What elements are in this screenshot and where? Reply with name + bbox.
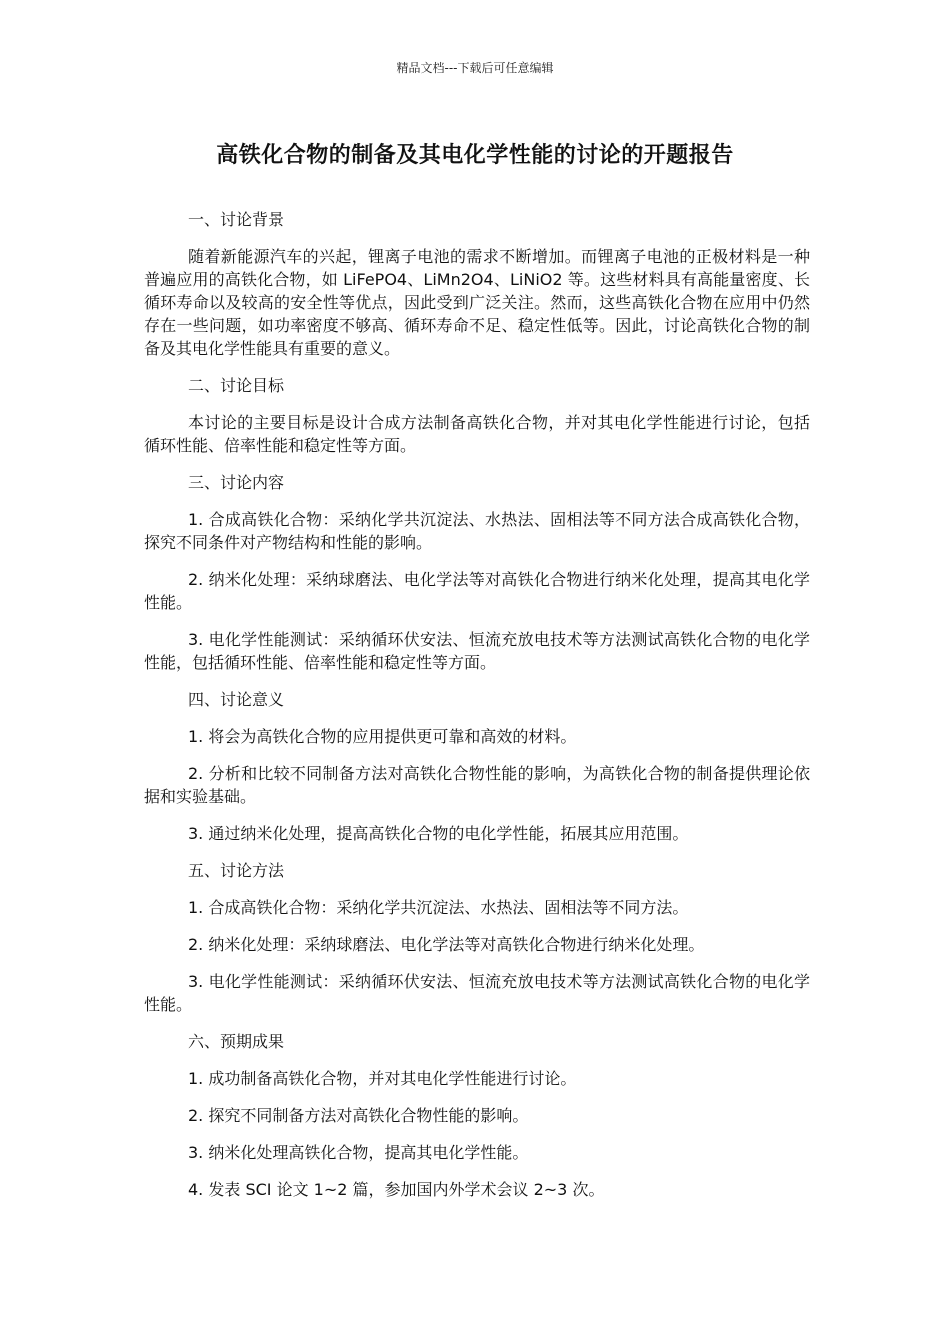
significance-item-3: 3. 通过纳米化处理，提高高铁化合物的电化学性能，拓展其应用范围。 [188,824,689,843]
results-item-4: 4. 发表 SCI 论文 1~2 篇，参加国内外学术会议 2~3 次。 [188,1180,605,1199]
content-item-1: 1. 合成高铁化合物：采纳化学共沉淀法、水热法、固相法等不同方法合成高铁化合物，探究不同条件对产物结构和性能的影响。 [144,510,810,552]
methods-item-2: 2. 纳米化处理：采纳球磨法、电化学法等对高铁化合物进行纳米化处理。 [188,935,705,954]
methods-item-1: 1. 合成高铁化合物：采纳化学共沉淀法、水热法、固相法等不同方法。 [188,898,689,917]
methods-item-3: 3. 电化学性能测试：采纳循环伏安法、恒流充放电技术等方法测试高铁化合物的电化学性能。 [144,972,810,1014]
results-item-3: 3. 纳米化处理高铁化合物，提高其电化学性能。 [188,1143,529,1162]
document-title: 高铁化合物的制备及其电化学性能的讨论的开题报告 [216,143,734,168]
heading-methods: 五、讨论方法 [188,861,285,880]
document-body [144,208,810,1215]
heading-goals: 二、讨论目标 [188,376,285,395]
content-item-3: 3. 电化学性能测试：采纳循环伏安法、恒流充放电技术等方法测试高铁化合物的电化学性能，包括循环性能、倍率性能和稳定性等方面。 [144,630,810,672]
heading-background: 一、讨论背景 [188,210,285,229]
heading-significance: 四、讨论意义 [188,690,285,709]
heading-expected-results: 六、预期成果 [188,1032,285,1051]
results-item-2: 2. 探究不同制备方法对高铁化合物性能的影响。 [188,1106,529,1125]
significance-item-1: 1. 将会为高铁化合物的应用提供更可靠和高效的材料。 [188,727,577,746]
page-header: 精品文档---下载后可任意编辑 [396,61,554,75]
heading-content: 三、讨论内容 [188,473,285,492]
content-item-2: 2. 纳米化处理：采纳球磨法、电化学法等对高铁化合物进行纳米化处理，提高其电化学性能。 [144,570,810,612]
results-item-1: 1. 成功制备高铁化合物，并对其电化学性能进行讨论。 [188,1069,577,1088]
paragraph-background: 随着新能源汽车的兴起，锂离子电池的需求不断增加。而锂离子电池的正极材料是一种普遍应用的高铁化合物，如 LiFePO4、LiMn2O4、LiNiO2 等。这些材料具有高能量密度、长循环寿命以及较高的安全性等优点，因此受到广泛关注。然而，这些高铁化合物在应用中仍然存在一些问题，如功率密度不够高、循环寿命不足、稳定性低等。因此，讨论高铁化合物的制备及其电化学性能具有重要的意义。 [144,247,810,358]
significance-item-2: 2. 分析和比较不同制备方法对高铁化合物性能的影响，为高铁化合物的制备提供理论依据和实验基础。 [144,764,810,806]
paragraph-goals: 本讨论的主要目标是设计合成方法制备高铁化合物，并对其电化学性能进行讨论，包括循环性能、倍率性能和稳定性等方面。 [144,413,810,455]
